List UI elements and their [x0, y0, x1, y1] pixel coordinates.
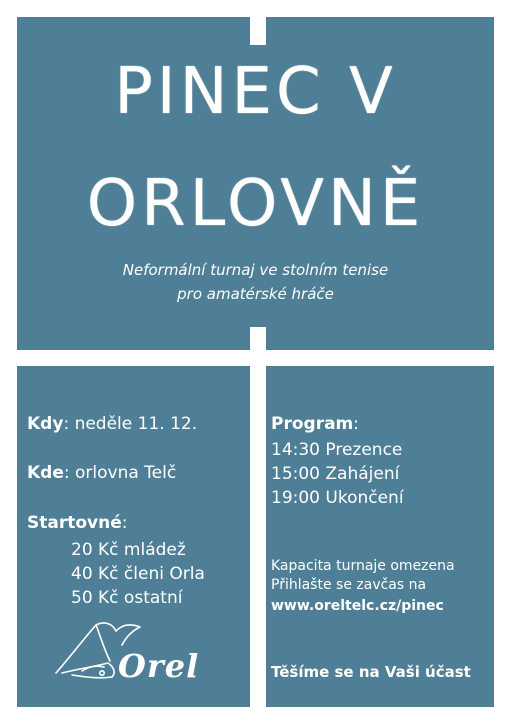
- registration-link[interactable]: www.oreltelc.cz/pinec: [271, 598, 444, 614]
- register-note: Přihlašte se zavčas na: [271, 577, 427, 593]
- program-heading: [271, 413, 359, 436]
- fees-heading: [27, 512, 127, 535]
- program-colon: :: [353, 414, 359, 434]
- where-value: : orlovna Telč: [63, 463, 177, 483]
- fee-item: 50 Kč ostatní: [71, 588, 183, 608]
- fee-item: 20 Kč mládež: [71, 540, 186, 560]
- where-label: Kde: [27, 463, 64, 483]
- program-item: 15:00 Zahájení: [271, 464, 400, 484]
- closing-line: Těšíme se na Vaši účast: [271, 663, 471, 681]
- fee-item: 40 Kč členi Orla: [71, 564, 205, 584]
- poster-title-line-1: PINEC V: [114, 55, 397, 129]
- subtitle-line-1: Neformální turnaj ve stolním tenise: [122, 261, 389, 279]
- when-value: : neděle 11. 12.: [63, 414, 198, 434]
- program-item: 19:00 Ukončení: [271, 488, 404, 508]
- program-label: Program: [271, 414, 354, 434]
- when-info: [27, 413, 197, 436]
- subtitle-line-2: pro amatérské hráče: [177, 285, 334, 303]
- when-label: Kdy: [27, 414, 64, 434]
- program-item: 14:30 Prezence: [271, 440, 403, 460]
- poster-title-line-2: ORLOVNĚ: [86, 167, 425, 241]
- fees-label: Startovné: [27, 513, 122, 533]
- capacity-note: Kapacita turnaje omezena: [271, 558, 455, 574]
- fees-colon: :: [121, 513, 128, 533]
- where-info: [27, 462, 176, 485]
- orel-logo-text: Orel: [118, 647, 200, 685]
